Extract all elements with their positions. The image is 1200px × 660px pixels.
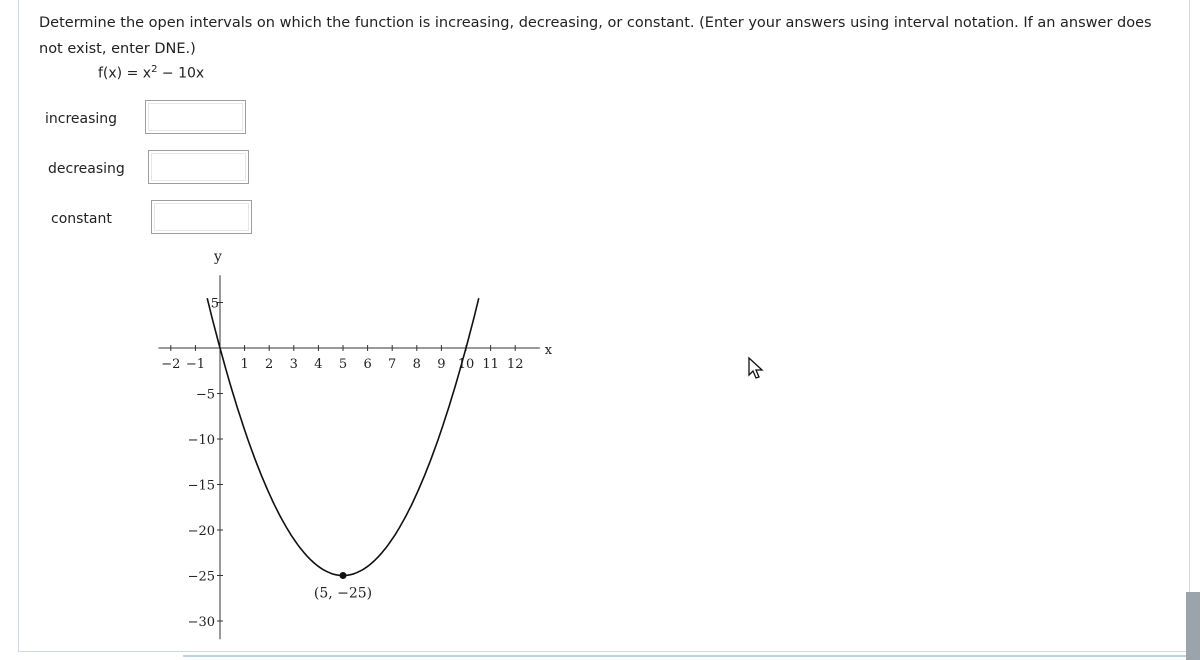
function-prefix: f(x) = x (98, 65, 152, 82)
function-suffix: − 10x (157, 65, 205, 82)
x-tick-label: 1 (240, 357, 249, 372)
y-tick-label: −30 (187, 615, 215, 630)
x-tick-label: 6 (363, 357, 372, 372)
x-tick-label: 12 (506, 357, 524, 372)
y-tick-label: −25 (187, 569, 215, 585)
decreasing-input[interactable] (148, 150, 249, 184)
decreasing-label: decreasing (48, 161, 125, 177)
x-tick-label: −2 (161, 357, 181, 372)
panel-bottom-border (183, 655, 1193, 657)
x-tick-label: 11 (482, 357, 499, 372)
y-axis-label: y (214, 249, 222, 266)
x-tick-label: 7 (388, 357, 397, 372)
y-tick-label: −20 (187, 524, 215, 539)
vertex-label: (5, −25) (313, 585, 373, 602)
x-tick-label: −1 (185, 357, 205, 372)
function-graph (155, 249, 553, 653)
increasing-input[interactable] (145, 100, 246, 134)
increasing-label: increasing (45, 111, 118, 127)
constant-input[interactable] (151, 200, 252, 234)
x-tick-label: 3 (289, 357, 298, 372)
question-text: Determine the open intervals on which the function is increasing, decreasing, or constant. (Enter your answers using interval notation. If an answer does not exist, enter DNE.) (39, 15, 1152, 57)
x-tick-label: 9 (437, 357, 446, 372)
y-tick-label: −15 (187, 478, 215, 494)
parabola-curve (207, 298, 479, 575)
mouse-cursor-icon (747, 356, 765, 380)
constant-label: constant (51, 211, 112, 227)
x-tick-label: 10 (457, 357, 475, 372)
x-tick-label: 8 (412, 357, 421, 372)
scrollbar-thumb[interactable] (1186, 592, 1200, 660)
function-definition (98, 64, 204, 82)
x-axis-label: x (544, 343, 553, 358)
y-tick-label: 5 (210, 296, 219, 312)
function-exponent: 2 (151, 64, 158, 75)
vertex-point (340, 572, 347, 579)
y-tick-label: −10 (187, 433, 215, 448)
x-tick-label: 5 (338, 357, 348, 372)
y-tick-label: −5 (195, 387, 215, 403)
x-tick-label: 4 (314, 357, 323, 372)
x-tick-label: 2 (265, 357, 274, 372)
